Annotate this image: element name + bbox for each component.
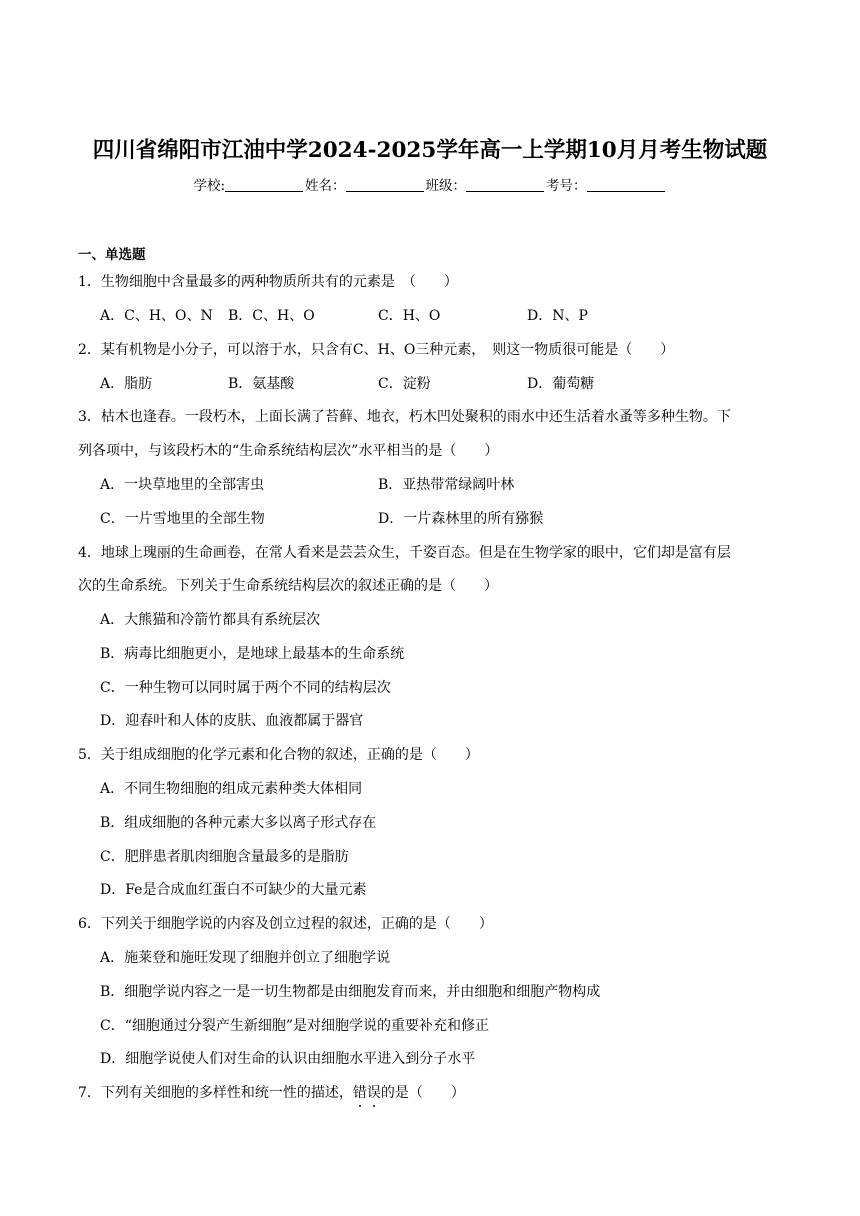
question-5-option-b[interactable]: B．组成细胞的各种元素大多以离子形式存在 — [100, 815, 377, 831]
question-6-stem: 6．下列关于细胞学说的内容及创立过程的叙述，正确的是（ ） — [78, 916, 493, 932]
question-2-option-a[interactable]: A．脂肪 — [100, 376, 153, 392]
question-4-stem-line-2: 次的生命系统。下列关于生命系统结构层次的叙述正确的是（ ） — [78, 578, 498, 594]
question-2-option-d[interactable]: D．葡萄糖 — [527, 376, 595, 392]
class-label: 班级： — [425, 178, 467, 194]
class-blank[interactable] — [466, 178, 544, 192]
question-1-option-c[interactable]: C．H、O — [378, 308, 441, 324]
emphasis-dot — [373, 1105, 375, 1107]
question-3-option-c[interactable]: C．一片雪地里的全部生物 — [100, 511, 265, 527]
question-6-option-b[interactable]: B．细胞学说内容之一是一切生物都是由细胞发育而来，并由细胞和细胞产物构成 — [100, 984, 601, 1000]
question-6-option-a[interactable]: A．施莱登和施旺发现了细胞并创立了细胞学说 — [100, 950, 391, 966]
question-2-option-b[interactable]: B．氨基酸 — [228, 376, 295, 392]
question-4-option-b[interactable]: B．病毒比细胞更小，是地球上最基本的生命系统 — [100, 646, 405, 662]
question-3-option-b[interactable]: B．亚热带常绿阔叶林 — [378, 477, 515, 493]
question-2-stem: 2．某有机物是小分子，可以溶于水，只含有C、H、O三种元素， 则这一物质很可能是（ ） — [78, 342, 675, 358]
question-5-option-a[interactable]: A．不同生物细胞的组成元素种类大体相同 — [100, 781, 363, 797]
emphasis-char-1: 错 — [353, 1085, 367, 1101]
exam-no-blank[interactable] — [587, 178, 665, 192]
question-4-stem-line-1: 4．地球上瑰丽的生命画卷，在常人看来是芸芸众生，千姿百态。但是在生物学家的眼中，它们却是富有层 — [78, 545, 731, 561]
question-4-option-a[interactable]: A．大熊猫和冷箭竹都具有系统层次 — [100, 612, 321, 628]
question-1-option-b[interactable]: B．C、H、O — [228, 308, 315, 324]
question-5-option-d[interactable]: D．Fe是合成血红蛋白不可缺少的大量元素 — [100, 882, 367, 898]
question-1-option-d[interactable]: D．N、P — [527, 308, 588, 324]
emphasis-dot — [359, 1105, 361, 1107]
question-1-option-a[interactable]: A．C、H、O、N — [100, 308, 213, 324]
name-blank[interactable] — [346, 178, 424, 192]
name-label: 姓名： — [305, 178, 346, 194]
question-6-option-c[interactable]: C．“细胞通过分裂产生新细胞”是对细胞学说的重要补充和修正 — [100, 1018, 490, 1034]
section-heading: 一、单选题 — [78, 247, 146, 263]
question-7-stem-prefix: 7．下列有关细胞的多样性和统一性的描述， — [78, 1085, 353, 1101]
page-title: 四川省绵阳市江油中学2024-2025学年高一上学期10月月考生物试题 — [92, 138, 768, 163]
school-blank[interactable] — [225, 178, 303, 192]
question-3-stem-line-2: 列各项中，与该段朽木的“生命系统结构层次”水平相当的是（ ） — [78, 443, 499, 459]
emphasis-char-2: 误 — [367, 1085, 381, 1101]
school-label: 学校: — [193, 178, 226, 194]
question-5-option-c[interactable]: C．肥胖患者肌肉细胞含量最多的是脂肪 — [100, 849, 349, 865]
question-5-stem: 5．关于组成细胞的化学元素和化合物的叙述，正确的是（ ） — [78, 747, 479, 763]
student-info-line — [0, 174, 860, 194]
question-2-option-c[interactable]: C．淀粉 — [378, 376, 431, 392]
exam-no-label: 考号： — [546, 178, 587, 194]
question-4-option-c[interactable]: C．一种生物可以同时属于两个不同的结构层次 — [100, 680, 391, 696]
question-3-option-a[interactable]: A．一块草地里的全部害虫 — [100, 477, 265, 493]
question-1-stem: 1．生物细胞中含量最多的两种物质所共有的元素是 （ ） — [78, 274, 458, 290]
question-3-stem-line-1: 3．枯木也逢春。一段朽木，上面长满了苔藓、地衣，朽木凹处聚积的雨水中还生活着水蚤等多种生物。下 — [78, 409, 731, 425]
question-4-option-d[interactable]: D．迎春叶和人体的皮肤、血液都属于器官 — [100, 713, 364, 729]
question-6-option-d[interactable]: D．细胞学说使人们对生命的认识由细胞水平进入到分子水平 — [100, 1051, 476, 1067]
question-7-stem-suffix: 的是（ ） — [380, 1085, 465, 1101]
question-7-stem — [78, 1082, 465, 1102]
question-3-option-d[interactable]: D．一片森林里的所有猕猴 — [378, 511, 544, 527]
